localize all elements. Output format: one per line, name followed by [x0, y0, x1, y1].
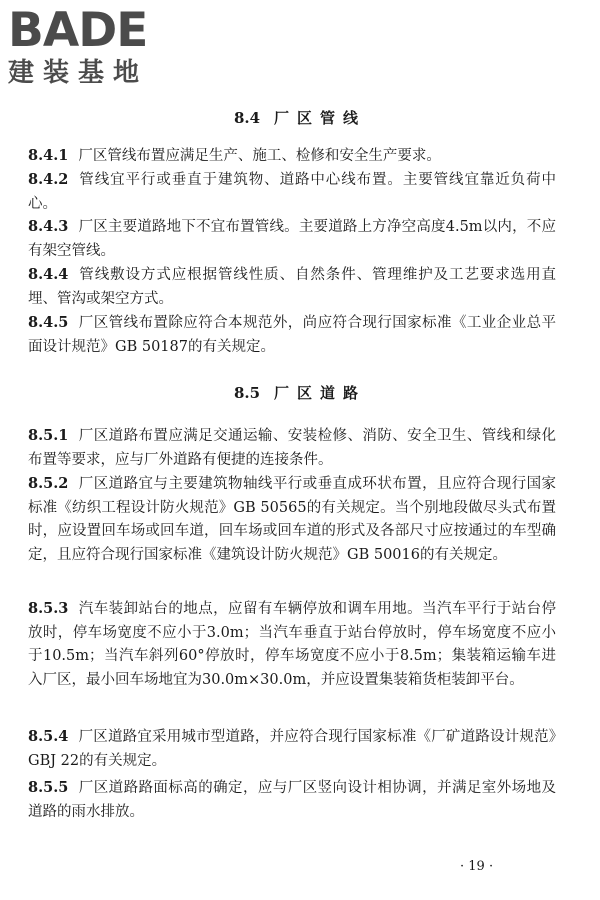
- clause-text: 厂区道路布置应满足交通运输、安装检修、消防、安全卫生、管线和绿化布置等要求，应与厂外道路有便捷的连接条件。: [28, 428, 556, 468]
- clause-text: 厂区道路宜与主要建筑物轴线平行或垂直成环状布置，且应符合现行国家标准《纺织工程设计防火规范》GB 50565的有关规定。当个别地段做尽头式布置时，应设置回车场或回车道，回车场或回车道的形式及各部尺寸应按通过的车型确定，且应符合现行国家标准《建筑设计防火规范》GB 50016的有关规定。: [28, 476, 556, 563]
- clause: [28, 215, 556, 263]
- clause-number: 8.4.5: [28, 314, 69, 331]
- clause: [28, 311, 556, 359]
- section-number: 8.4: [233, 109, 261, 127]
- clause-number: 8.5.2: [28, 475, 69, 492]
- section-title: 厂区管线: [274, 109, 367, 127]
- clause-text: 厂区管线布置除应符合本规范外，尚应符合现行国家标准《工业企业总平面设计规范》GB 50187的有关规定。: [28, 315, 556, 355]
- section-heading: [0, 108, 600, 128]
- clause-text: 厂区道路宜采用城市型道路，并应符合现行国家标准《厂矿道路设计规范》GBJ 22的有关规定。: [28, 729, 556, 769]
- clause-number: 8.4.3: [28, 218, 69, 235]
- clause-text: 厂区管线布置应满足生产、施工、检修和安全生产要求。: [78, 148, 441, 164]
- clause: [28, 424, 556, 472]
- clause-number: 8.4.1: [28, 147, 69, 164]
- clause-number: 8.5.3: [28, 600, 69, 617]
- section-heading: [0, 383, 600, 403]
- clause: [28, 144, 556, 169]
- clause-number: 8.5.1: [28, 427, 69, 444]
- clause-number: 8.4.2: [28, 171, 69, 188]
- clause-text: 管线宜平行或垂直于建筑物、道路中心线布置。主要管线宜靠近负荷中心。: [28, 172, 556, 212]
- bade-logo: [8, 3, 183, 90]
- clause: [28, 472, 556, 567]
- clause: [28, 597, 556, 692]
- clause-text: 汽车装卸站台的地点，应留有车辆停放和调车用地。当汽车平行于站台停放时，停车场宽度不应小于3.0m；当汽车垂直于站台停放时，停车场宽度不应小于10.5m；当汽车斜列60°停放时，停车场宽度不应小于8.5m；集装箱运输车进入厂区，最小回车场地宜为30.0m×30.0m，并应设置集装箱货柜装卸平台。: [28, 601, 556, 688]
- logo-subtitle: 建装基地: [8, 58, 149, 88]
- clause: [28, 263, 556, 311]
- page-number: · 19 ·: [460, 859, 494, 874]
- clause: [28, 168, 556, 216]
- section-title: 厂区道路: [274, 384, 367, 402]
- clause: [28, 725, 556, 773]
- clause-text: 管线敷设方式应根据管线性质、自然条件、管理维护及工艺要求选用直埋、管沟或架空方式。: [28, 267, 556, 307]
- clause: [28, 776, 556, 824]
- clause-number: 8.4.4: [28, 266, 69, 283]
- clause-text: 厂区主要道路地下不宜布置管线。主要道路上方净空高度4.5m以内，不应有架空管线。: [28, 219, 556, 259]
- clause-number: 8.5.4: [28, 728, 69, 745]
- clause-number: 8.5.5: [28, 779, 69, 796]
- clause-text: 厂区道路路面标高的确定，应与厂区竖向设计相协调，并满足室外场地及道路的雨水排放。: [28, 780, 556, 820]
- logo-wordmark: BADE: [8, 3, 148, 58]
- section-number: 8.5: [233, 384, 261, 402]
